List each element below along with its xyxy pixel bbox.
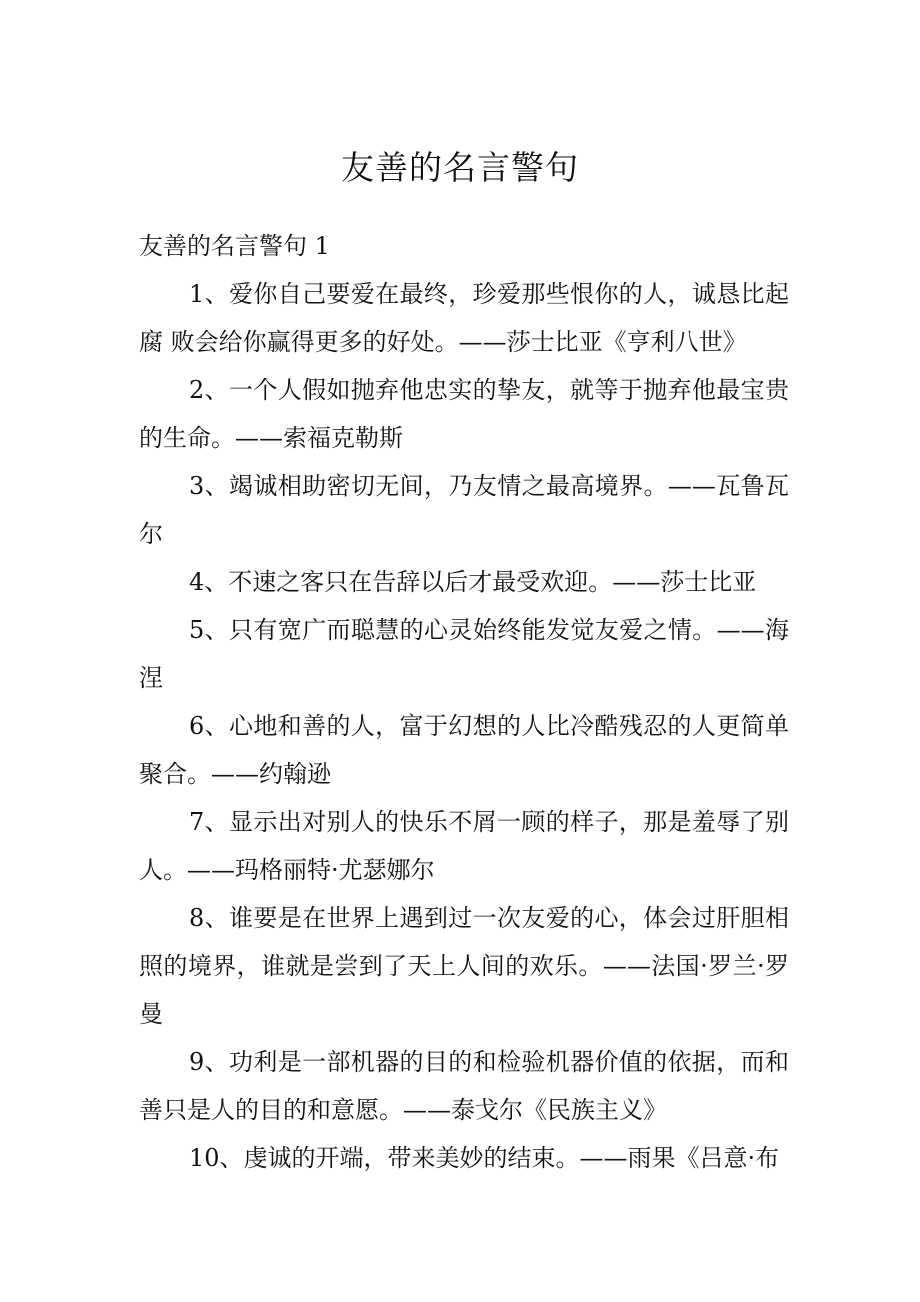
- document-body: [139, 222, 789, 1182]
- quote-item-4: 4、不速之客只在告辞以后才最受欢迎。——莎士比亚: [189, 568, 757, 596]
- quote-item-1: 1、爱你自己要爱在最终，珍爱那些恨你的人，诚恳比起腐 败会给你赢得更多的好处。——莎士比亚《亨利八世》: [139, 280, 789, 356]
- quote-item-6: 6、心地和善的人，富于幻想的人比冷酷残忍的人更简单聚合。——约翰逊: [139, 712, 789, 788]
- quote-item-5: 5、只有宽广而聪慧的心灵始终能发觉友爱之情。——海涅: [139, 616, 789, 692]
- quote-item-9: 9、功利是一部机器的目的和检验机器价值的依据，而和善只是人的目的和意愿。——泰戈尔《民族主义》: [139, 1048, 789, 1124]
- quote-item-3: 3、竭诚相助密切无间，乃友情之最高境界。——瓦鲁瓦尔: [139, 472, 789, 548]
- quote-item-10: 10、虔诚的开端，带来美妙的结束。——雨果《吕意·布: [189, 1144, 780, 1172]
- section-heading: 友善的名言警句 1: [139, 232, 330, 260]
- quote-item-7: 7、显示出对别人的快乐不屑一顾的样子，那是羞辱了别人。——玛格丽特·尤瑟娜尔: [139, 808, 789, 884]
- quote-item-8: 8、谁要是在世界上遇到过一次友爱的心，体会过肝胆相照的境界，谁就是尝到了天上人间的欢乐。——法国·罗兰·罗曼: [139, 904, 789, 1028]
- document-title: 友善的名言警句: [341, 148, 579, 187]
- quote-item-2: 2、一个人假如抛弃他忠实的挚友，就等于抛弃他最宝贵的生命。——索福克勒斯: [139, 376, 789, 452]
